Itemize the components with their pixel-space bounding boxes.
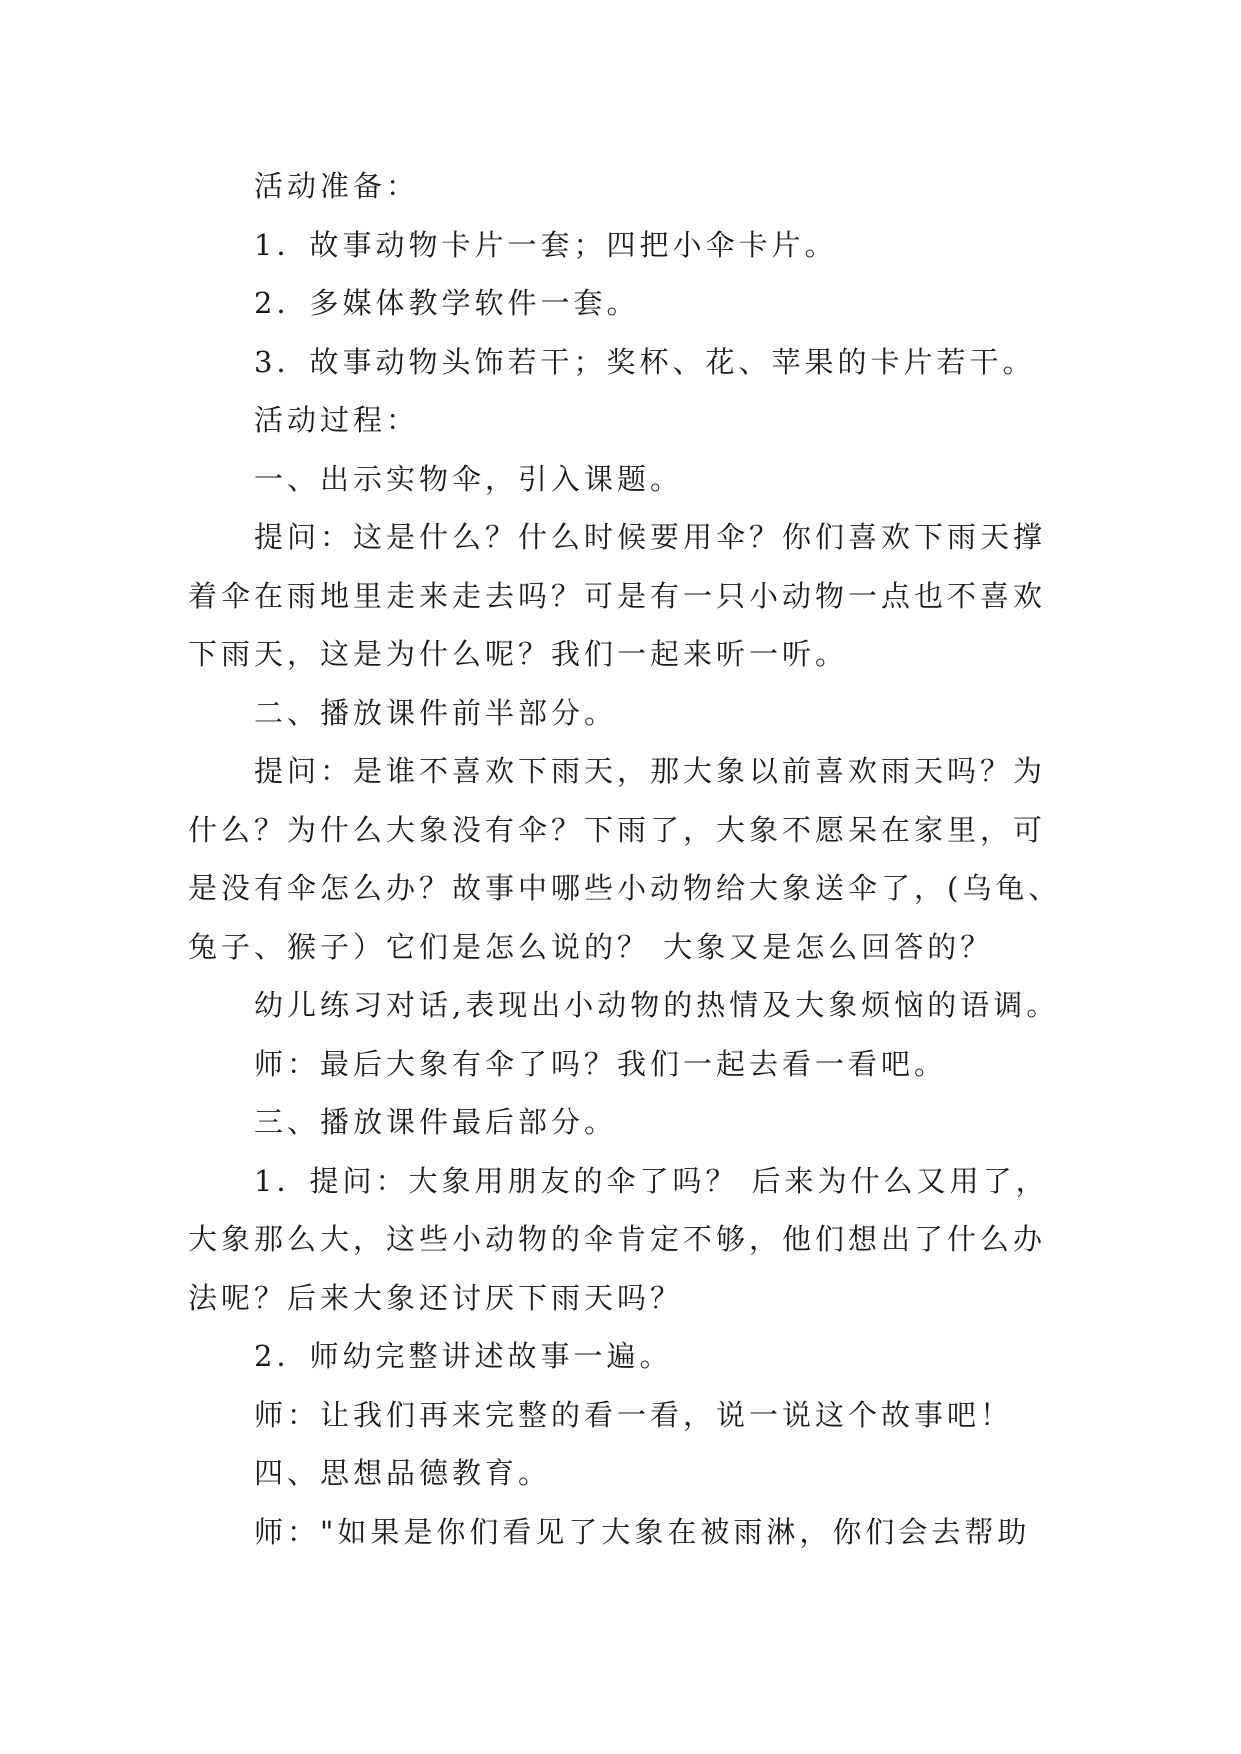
step-heading-3: 三、播放课件最后部分。 <box>254 1105 618 1139</box>
list-item-prep-3: 3．故事动物头饰若干；奖杯、花、苹果的卡片若干。 <box>254 344 1036 379</box>
paragraph-retell: 2．师幼完整讲述故事一遍。 <box>254 1339 673 1373</box>
list-item-prep-1: 1．故事动物卡片一套；四把小伞卡片。 <box>254 227 838 262</box>
paragraph-question-2: 提问：是谁不喜欢下雨天，那大象以前喜欢雨天吗？为什么？为什么大象没有伞？下雨了，大象不愿呆在家里，可是没有伞怎么办？故事中哪些小动物给大象送伞了，(乌龟、兔子、猴子）它们是怎么说的？ 大象又是怎么回答的？ <box>188 754 1062 964</box>
document-body <box>188 157 1068 1561</box>
step-heading-4: 四、思想品德教育。 <box>254 1456 552 1490</box>
paragraph-question-3: 1．提问：大象用朋友的伞了吗？ 后来为什么又用了，大象那么大，这些小动物的伞肯定不够，他们想出了什么办法呢？后来大象还讨厌下雨天吗？ <box>188 1163 1049 1315</box>
paragraph-teacher-3: 师："如果是你们看见了大象在被雨淋，你们会去帮助 <box>254 1514 1031 1549</box>
paragraph-dialogue-practice: 幼儿练习对话,表现出小动物的热情及大象烦恼的语调。 <box>254 988 1060 1022</box>
step-heading-2: 二、播放课件前半部分。 <box>254 695 618 730</box>
section-heading-process: 活动过程： <box>254 403 420 437</box>
section-heading-preparation: 活动准备： <box>254 169 420 203</box>
step-heading-1: 一、出示实物伞，引入课题。 <box>254 461 684 496</box>
list-item-prep-2: 2．多媒体教学软件一套。 <box>254 286 640 320</box>
paragraph-question-1: 提问：这是什么？什么时候要用伞？你们喜欢下雨天撑着伞在雨地里走来走去吗？可是有一只小动物一点也不喜欢下雨天，这是为什么呢？我们一起来听一听。 <box>188 520 1047 671</box>
paragraph-teacher-1: 师：最后大象有伞了吗？我们一起去看一看吧。 <box>254 1046 948 1081</box>
paragraph-teacher-2: 师：让我们再来完整的看一看，说一说这个故事吧！ <box>254 1397 1014 1432</box>
